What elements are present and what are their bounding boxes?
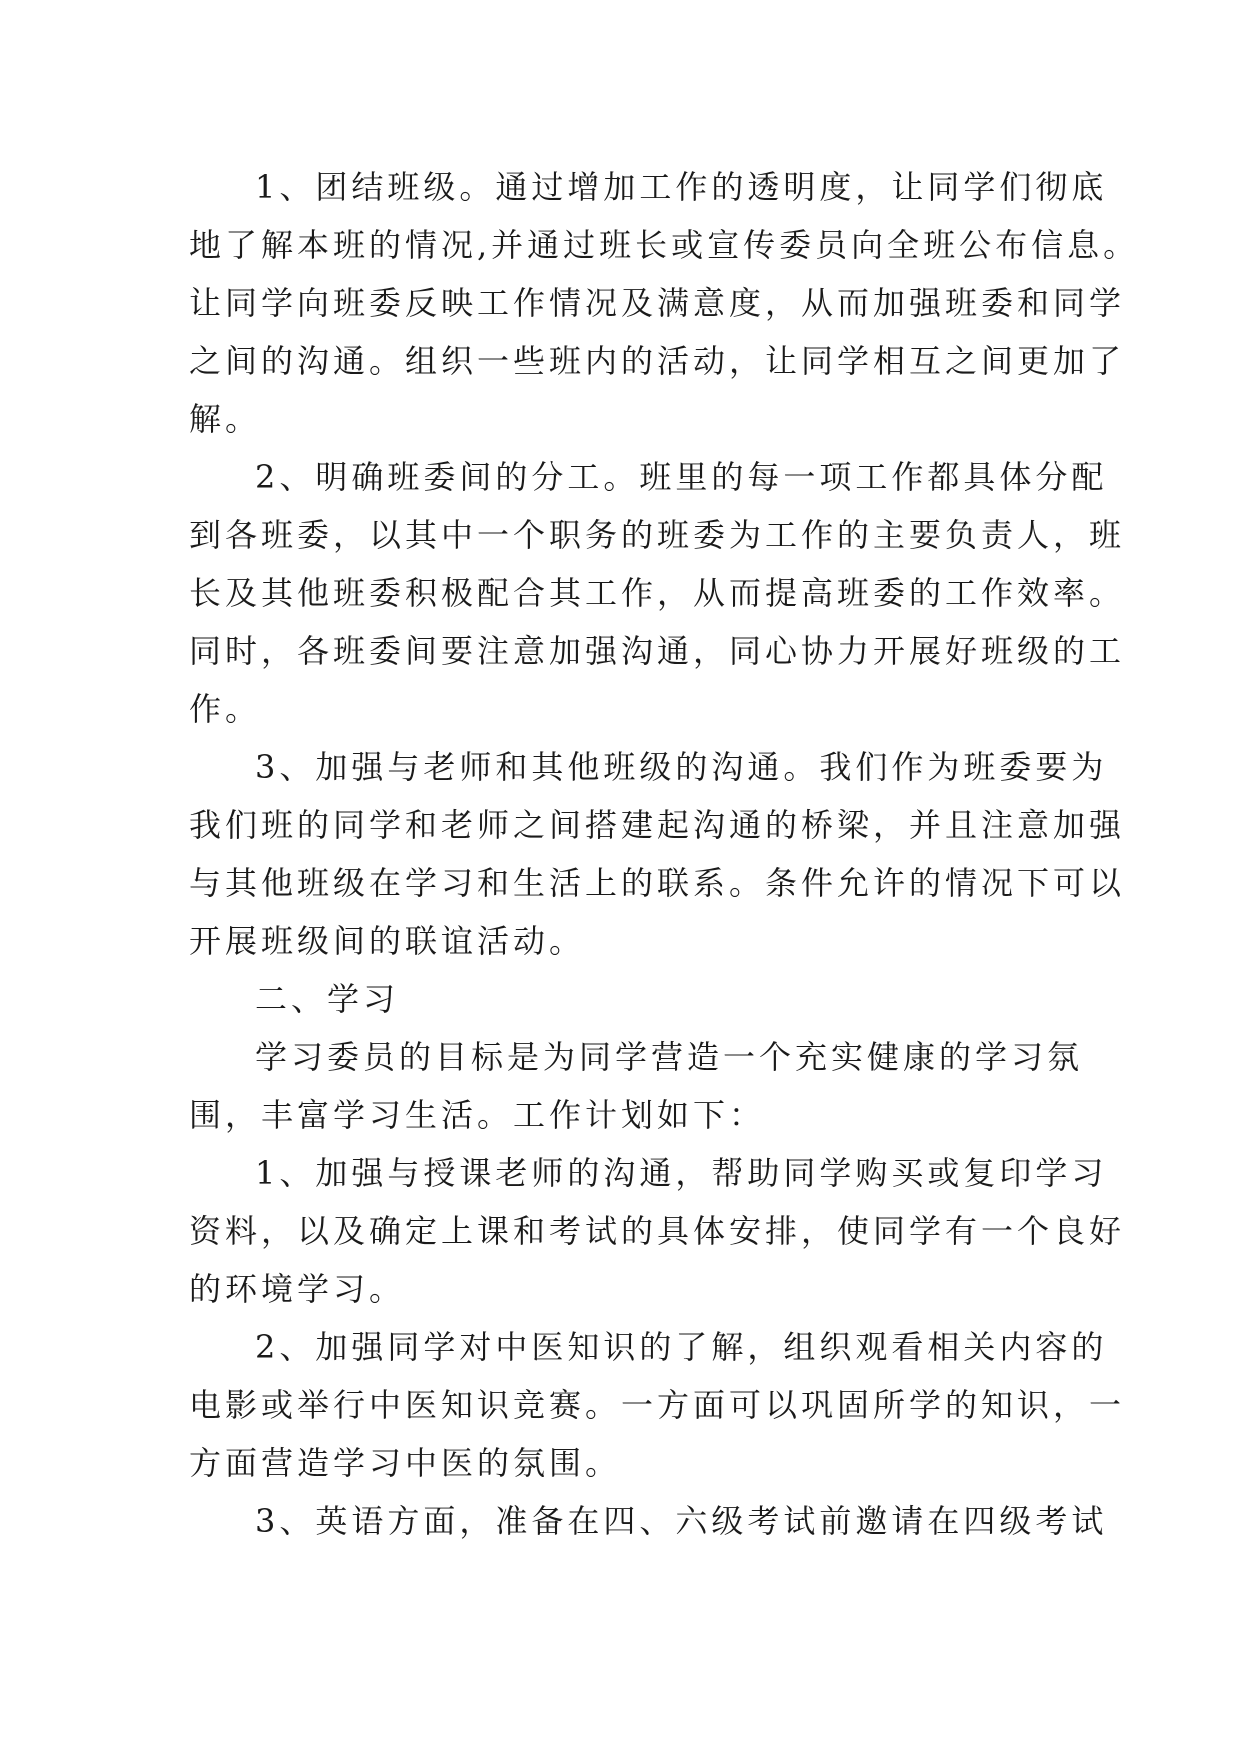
text-line: 1、团结班级。通过增加工作的透明度，让同学们彻底 — [255, 168, 1108, 206]
document-body — [189, 158, 1140, 1550]
text-line: 之间的沟通。组织一些班内的活动，让同学相互之间更加了 — [189, 342, 1126, 380]
text-line: 作。 — [189, 690, 262, 728]
text-line: 围，丰富学习生活。工作计划如下： — [189, 1096, 766, 1134]
text-line: 1、加强与授课老师的沟通，帮助同学购买或复印学习 — [255, 1154, 1108, 1192]
text-line: 电影或举行中医知识竞赛。一方面可以巩固所学的知识，一 — [189, 1386, 1126, 1424]
text-line: 开展班级间的联谊活动。 — [189, 922, 586, 960]
text-line: 我们班的同学和老师之间搭建起沟通的桥梁，并且注意加强 — [189, 806, 1126, 844]
text-line: 方面营造学习中医的氛围。 — [189, 1444, 622, 1482]
text-line: 3、加强与老师和其他班级的沟通。我们作为班委要为 — [255, 748, 1108, 786]
text-line: 让同学向班委反映工作情况及满意度，从而加强班委和同学 — [189, 284, 1126, 322]
text-line: 到各班委，以其中一个职务的班委为工作的主要负责人，班 — [189, 516, 1126, 554]
text-line: 同时，各班委间要注意加强沟通，同心协力开展好班级的工 — [189, 632, 1126, 670]
text-line: 地了解本班的情况,并通过班长或宣传委员向全班公布信息。 — [189, 226, 1140, 264]
text-line: 的环境学习。 — [189, 1270, 406, 1308]
text-line: 2、加强同学对中医知识的了解，组织观看相关内容的 — [255, 1328, 1108, 1366]
text-line: 学习委员的目标是为同学营造一个充实健康的学习氛 — [255, 1038, 1084, 1076]
section-heading: 二、学习 — [255, 980, 400, 1018]
text-line: 3、英语方面，准备在四、六级考试前邀请在四级考试 — [255, 1502, 1108, 1540]
text-line: 长及其他班委积极配合其工作，从而提高班委的工作效率。 — [189, 574, 1126, 612]
text-line: 与其他班级在学习和生活上的联系。条件允许的情况下可以 — [189, 864, 1126, 902]
text-line: 2、明确班委间的分工。班里的每一项工作都具体分配 — [255, 458, 1108, 496]
text-line: 资料，以及确定上课和考试的具体安排，使同学有一个良好 — [189, 1212, 1126, 1250]
text-line: 解。 — [189, 400, 262, 438]
